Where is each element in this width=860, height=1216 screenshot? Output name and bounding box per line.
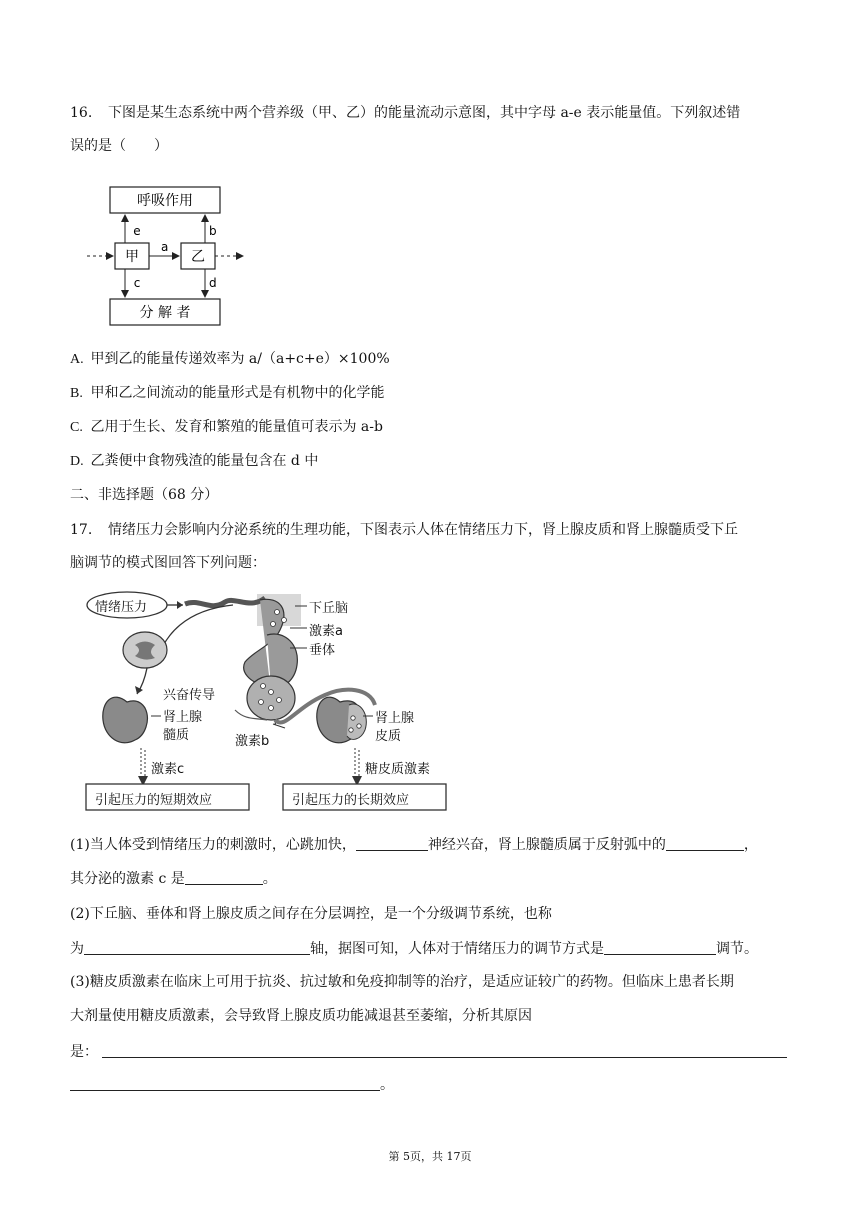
q17-part3-line1: (3)糖皮质激素在临床上可用于抗炎、抗过敏和免疫抑制等的治疗，是适应证较广的药物。但临床上患者长期 — [70, 974, 734, 990]
answer-blank-6[interactable] — [102, 1041, 787, 1058]
respiration-label: 呼吸作用 — [137, 193, 193, 209]
option-a: A. 甲到乙的能量传递效率为 a/（a+c+e）×100% — [70, 351, 390, 367]
node-jia-label: 甲 — [125, 249, 139, 265]
adrenal-cortex-label-2: 皮质 — [375, 729, 402, 744]
option-d: D. 乙粪便中食物残渣的能量包含在 d 中 — [70, 453, 319, 469]
excitation-label: 兴奋传导 — [163, 688, 216, 703]
page-footer: 第 5页，共 17页 — [388, 1150, 472, 1163]
answer-blank-1[interactable] — [356, 834, 428, 851]
adrenal-medulla-shape — [103, 697, 148, 743]
hormone-c-label: 激素c — [151, 762, 185, 777]
label-a: a — [161, 240, 169, 254]
q17-part1-line1: (1)当人体受到情绪压力的刺激时，心跳加快， 神经兴奋，肾上腺髓质属于反射弧中的 ， — [70, 834, 800, 855]
answer-blank-2[interactable] — [666, 834, 744, 851]
adrenal-medulla-label-2: 髓质 — [163, 728, 190, 743]
hormone-b-label: 激素b — [235, 734, 270, 749]
glucocorticoid-label: 糖皮质激素 — [365, 762, 431, 777]
energy-flow-diagram — [85, 183, 255, 328]
q17-stem-line2: 脑调节的模式图回答下列问题： — [70, 555, 266, 571]
pituitary-shape — [247, 676, 295, 720]
answer-blank-5[interactable] — [604, 938, 716, 955]
answer-blank-7[interactable] — [70, 1074, 380, 1091]
hormone-a-label: 激素a — [309, 624, 343, 639]
node-yi-label: 乙 — [191, 249, 205, 265]
answer-blank-3[interactable] — [185, 868, 263, 885]
adrenal-medulla-label-1: 肾上腺 — [163, 710, 203, 725]
q17-stem-line1: 17. 情绪压力会影响内分泌系统的生理功能，下图表示人体在情绪压力下，肾上腺皮质和肾上腺髓质受下丘 — [70, 522, 738, 538]
section-heading: 二、非选择题（68 分） — [70, 487, 219, 503]
long-term-effect-label: 引起压力的长期效应 — [292, 793, 410, 808]
neural-pathway — [185, 598, 265, 606]
option-b: B. 甲和乙之间流动的能量形式是有机物中的化学能 — [70, 385, 385, 401]
q17-part1-line2: 其分泌的激素 c 是 。 — [70, 868, 800, 889]
label-c: c — [133, 276, 141, 290]
emotion-stress-label: 情绪压力 — [95, 600, 148, 615]
q16-stem-line2: 误的是（ ） — [70, 138, 168, 154]
q17-part3-line4: 。 — [70, 1074, 800, 1095]
pituitary-label: 垂体 — [309, 643, 336, 658]
q17-part2-line1: (2)下丘脑、垂体和肾上腺皮质之间存在分层调控，是一个分级调节系统，也称 — [70, 906, 552, 922]
label-b: b — [209, 224, 217, 238]
hypothalamus-label: 下丘脑 — [309, 601, 349, 616]
decomposer-label: 分 解 者 — [139, 305, 191, 321]
q17-part3-line3: 是： — [70, 1041, 800, 1062]
adrenal-cortex-label-1: 肾上腺 — [375, 711, 415, 726]
label-e: e — [133, 224, 141, 238]
q17-part2-line2: 为 轴，据图可知，人体对于情绪压力的调节方式是 调节。 — [70, 938, 800, 959]
label-d: d — [209, 276, 217, 290]
short-term-effect-label: 引起压力的短期效应 — [95, 793, 213, 808]
option-c: C. 乙用于生长、发育和繁殖的能量值可表示为 a-b — [70, 419, 383, 435]
q17-part3-line2: 大剂量使用糖皮质激素，会导致肾上腺皮质功能减退甚至萎缩，分析其原因 — [70, 1008, 532, 1024]
question-number: 17. — [70, 522, 93, 538]
question-number: 16. — [70, 105, 93, 121]
stress-regulation-diagram — [85, 590, 485, 815]
answer-blank-4[interactable] — [84, 938, 310, 955]
q16-stem-line1: 16. 下图是某生态系统中两个营养级（甲、乙）的能量流动示意图，其中字母 a-e 表示能量值。下列叙述错 — [70, 105, 741, 121]
